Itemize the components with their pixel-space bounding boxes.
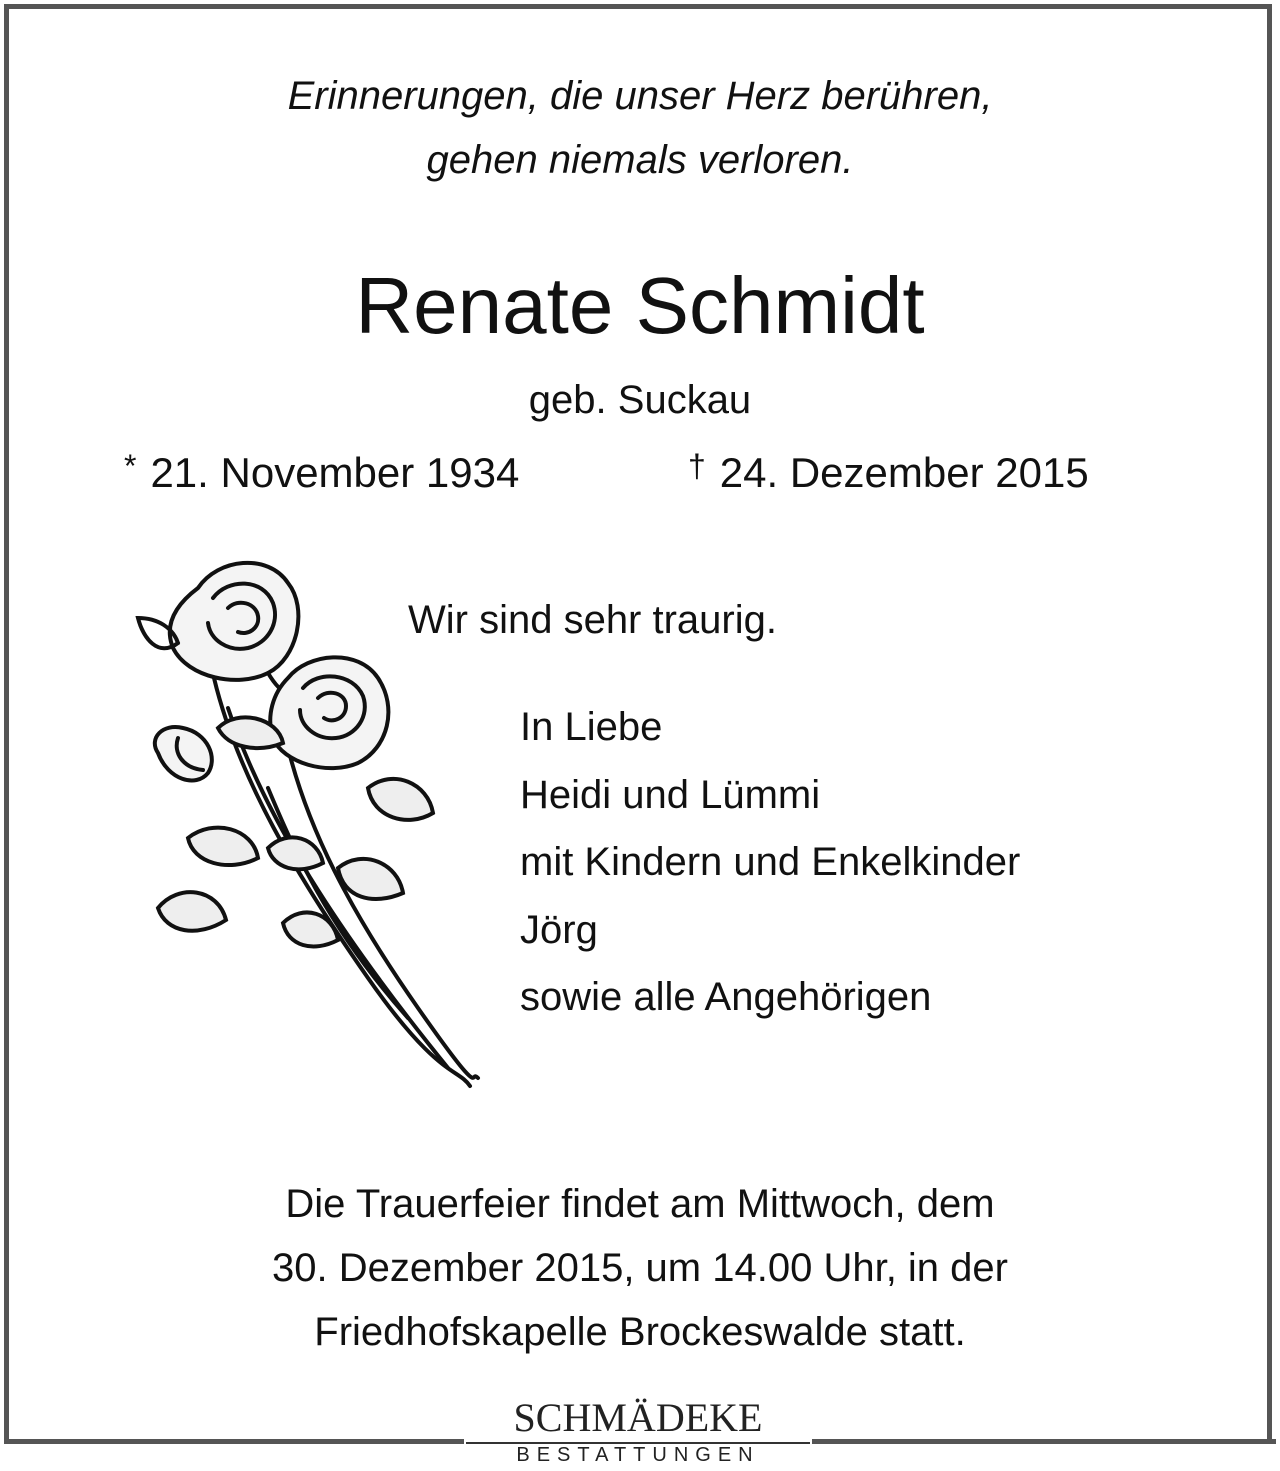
border-bottom-left bbox=[4, 1439, 464, 1444]
signer-line: mit Kindern und Enkelkinder bbox=[520, 840, 1021, 884]
death-symbol: † bbox=[688, 448, 706, 484]
death-date: 24. Dezember 2015 bbox=[719, 449, 1089, 496]
motto-line-2: gehen niemals verloren. bbox=[426, 138, 854, 182]
death-date-line bbox=[688, 438, 1089, 501]
signer-line: Jörg bbox=[520, 907, 598, 952]
funeral-line-3: Friedhofskapelle Brockeswalde statt. bbox=[314, 1310, 966, 1354]
signers-list bbox=[520, 694, 1020, 1032]
signer-line: sowie alle Angehörigen bbox=[520, 975, 932, 1019]
motto-line-1: Erinnerungen, die unser Herz berühren, bbox=[287, 74, 993, 118]
message: Wir sind sehr traurig. bbox=[408, 598, 777, 642]
funeral-line-2: 30. Dezember 2015, um 14.00 Uhr, in der bbox=[272, 1246, 1008, 1290]
funeral-line-1: Die Trauerfeier findet am Mittwoch, dem bbox=[285, 1182, 995, 1226]
birth-symbol: * bbox=[124, 448, 137, 484]
motto bbox=[0, 64, 1280, 192]
deceased-name: Renate Schmidt bbox=[355, 261, 925, 350]
logo-name: SCHMÄDEKE bbox=[513, 1395, 763, 1440]
border-bottom-right bbox=[812, 1439, 1276, 1444]
maiden-name: geb. Suckau bbox=[528, 378, 752, 422]
logo-subtitle: BESTATTUNGEN bbox=[516, 1444, 760, 1466]
signer-line: Heidi und Lümmi bbox=[520, 772, 821, 817]
funeral-info bbox=[0, 1172, 1280, 1364]
funeral-home-logo bbox=[460, 1396, 816, 1466]
birth-date-line bbox=[124, 438, 519, 501]
signer-line: In Liebe bbox=[520, 705, 663, 749]
birth-date: 21. November 1934 bbox=[150, 449, 520, 496]
